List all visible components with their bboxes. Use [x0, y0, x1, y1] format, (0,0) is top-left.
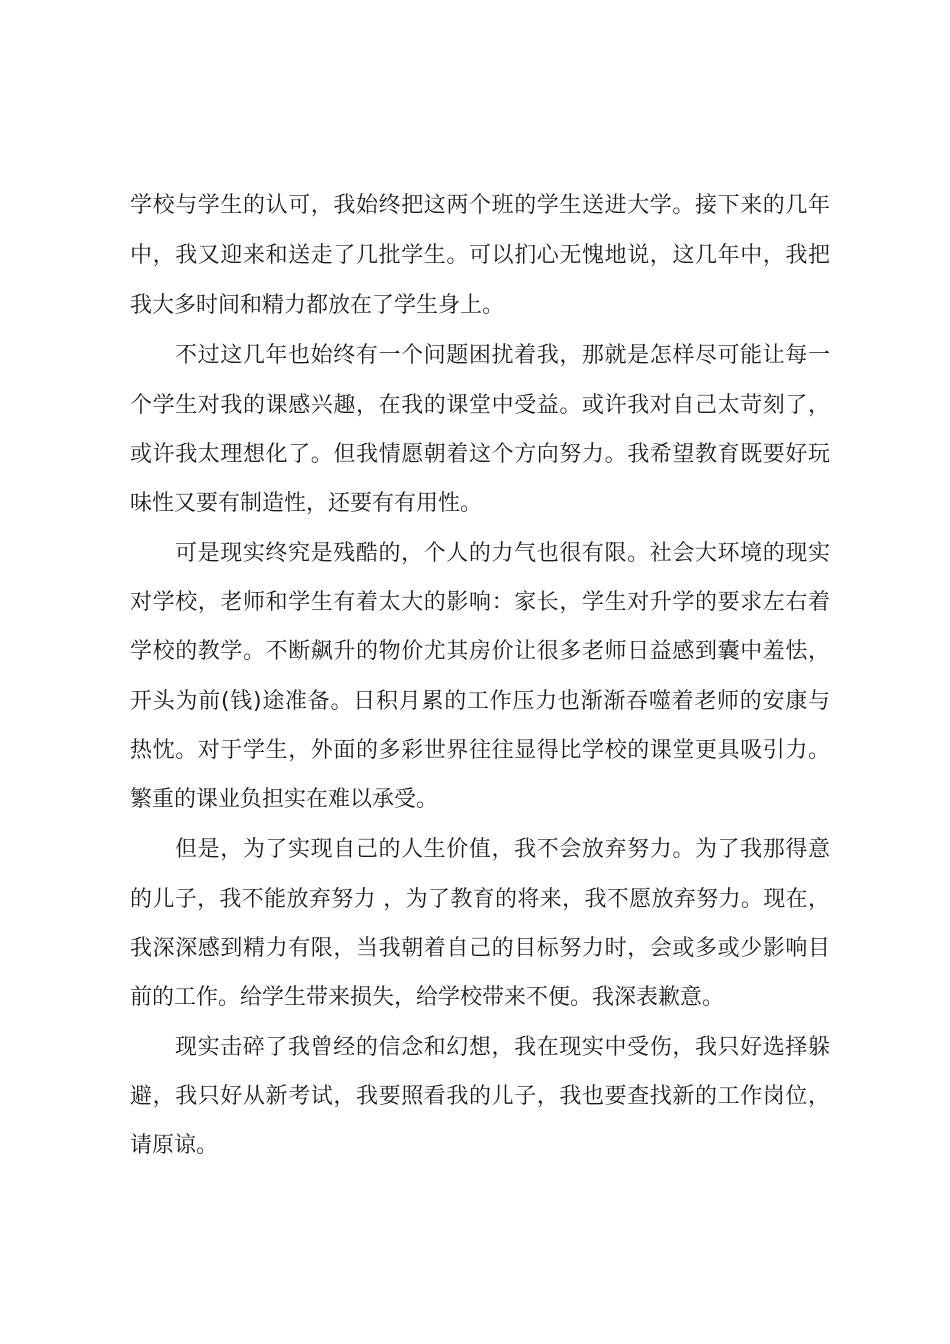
text-line: 个学生对我的课感兴趣，在我的课堂中受益。或许我对自己太苛刻了， — [130, 393, 830, 418]
text-line: 热忱。对于学生，外面的多彩世界往往显得比学校的课堂更具吸引力。 — [130, 738, 830, 763]
text-line: 或许我太理想化了。但我情愿朝着这个方向努力。我希望教育既要好玩 — [130, 442, 830, 467]
text-line: 前的工作。给学生带来损失，给学校带来不便。我深表歉意。 — [130, 985, 725, 1010]
text-line: 我深深感到精力有限，当我朝着自己的目标努力时，会或多或少影响目 — [130, 936, 830, 961]
text-line: 我大多时间和精力都放在了学生身上。 — [130, 293, 505, 318]
text-line: 可是现实终究是残酷的，个人的力气也很有限。社会大环境的现实 — [175, 541, 830, 566]
text-line: 学校与学生的认可，我始终把这两个班的学生送进大学。接下来的几年 — [130, 193, 830, 218]
text-line: 学校的教学。不断飙升的物价尤其房价让很多老师日益感到囊中羞怯， — [130, 639, 830, 664]
text-line: 中，我又迎来和送走了几批学生。可以扪心无愧地说，这几年中，我把 — [130, 243, 830, 268]
text-line: 请原谅。 — [130, 1133, 219, 1158]
text-line: 避，我只好从新考试，我要照看我的儿子，我也要查找新的工作岗位， — [130, 1084, 830, 1109]
text-line: 现实击碎了我曾经的信念和幻想，我在现实中受伤，我只好选择躲 — [175, 1035, 830, 1060]
text-line: 的儿子，我不能放弃努力 ，为了教育的将来，我不愿放弃努力。现在， — [130, 887, 830, 912]
text-line: 开头为前(钱)途准备。日积月累的工作压力也渐渐吞噬着老师的安康与 — [130, 689, 830, 714]
text-line: 味性又要有制造性，还要有有用性。 — [130, 491, 483, 516]
text-line: 不过这几年也始终有一个问题困扰着我，那就是怎样尽可能让每一 — [175, 343, 830, 368]
text-line: 但是，为了实现自己的人生价值，我不会放弃努力。为了我那得意 — [175, 837, 830, 862]
text-line: 对学校，老师和学生有着太大的影响：家长，学生对升学的要求左右着 — [130, 590, 830, 615]
text-line: 繁重的课业负担实在难以承受。 — [130, 787, 439, 812]
